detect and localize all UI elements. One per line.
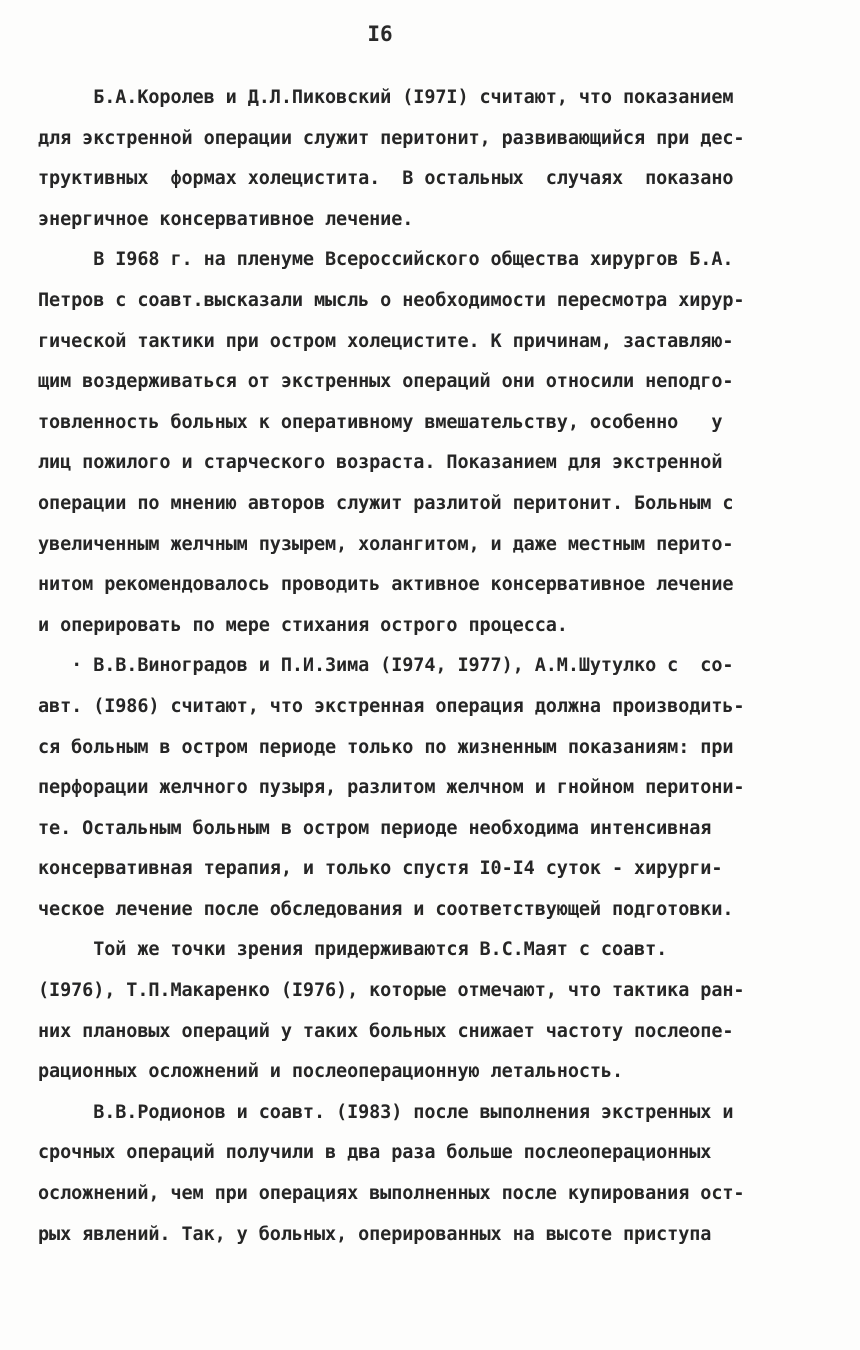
text-line: Той же точки зрения придерживаются В.С.Маят с соавт.: [38, 939, 668, 961]
text-line: щим воздерживаться от экстренных операций они относили неподго-: [38, 371, 734, 393]
text-line: В I968 г. на пленуме Всероссийского общества хирургов Б.А.: [38, 249, 734, 271]
text-line: гической тактики при остром холецистите. К причинам, заставляю-: [38, 330, 734, 352]
text-line: рых явлений. Так, у больных, оперированных на высоте приступа: [38, 1223, 712, 1245]
text-line: срочных операций получили в два раза больше послеоперационных: [38, 1142, 712, 1164]
text-line: лиц пожилого и старческого возраста. Показанием для экстренной: [38, 452, 723, 474]
page-number: I6: [367, 22, 393, 46]
body-text: [38, 78, 823, 1255]
text-line: Петров с соавт.высказали мысль о необходимости пересмотра хирур-: [38, 289, 745, 311]
text-line: труктивных формах холецистита. В остальных случаях показано: [38, 168, 734, 190]
text-line: консервативная терапия, и только спустя I0-I4 суток - хирурги-: [38, 858, 723, 880]
text-line: энергичное консервативное лечение.: [38, 208, 414, 230]
text-line: ческое лечение после обследования и соответствующей подготовки.: [38, 898, 734, 920]
text-line: увеличенным желчным пузырем, холангитом, и даже местным перито-: [38, 533, 734, 555]
text-line: те. Остальным больным в остром периоде необходима интенсивная: [38, 817, 712, 839]
text-line: для экстренной операции служит перитонит, развивающийся при дес-: [38, 127, 745, 149]
text-line: В.В.Родионов и соавт. (I983) после выполнения экстренных и: [38, 1101, 734, 1123]
text-line: перфорации желчного пузыря, разлитом желчном и гнойном перитони-: [38, 777, 745, 799]
text-line: Б.А.Королев и Д.Л.Пиковский (I97I) считают, что показанием: [38, 87, 734, 108]
text-line: нитом рекомендовалось проводить активное консервативное лечение: [38, 574, 734, 596]
text-line: ся больным в остром периоде только по жизненным показаниям: при: [38, 736, 734, 758]
text-line: них плановых операций у таких больных снижает частоту послеопе-: [38, 1020, 734, 1042]
text-line: осложнений, чем при операциях выполненных после купирования ост-: [38, 1183, 745, 1205]
text-line: товленность больных к оперативному вмешательству, особенно у: [38, 411, 723, 433]
text-line: (I976), Т.П.Макаренко (I976), которые отмечают, что тактика ран-: [38, 980, 745, 1002]
text-line: рационных осложнений и послеоперационную летальность.: [38, 1061, 624, 1083]
text-line: · В.В.Виноградов и П.И.Зима (I974, I977), А.М.Шутулко с со-: [38, 655, 734, 677]
text-line: операции по мнению авторов служит разлитой перитонит. Больным с: [38, 492, 734, 514]
text-line: и оперировать по мере стихания острого процесса.: [38, 614, 568, 636]
text-line: авт. (I986) считают, что экстренная операция должна производить-: [38, 695, 745, 717]
